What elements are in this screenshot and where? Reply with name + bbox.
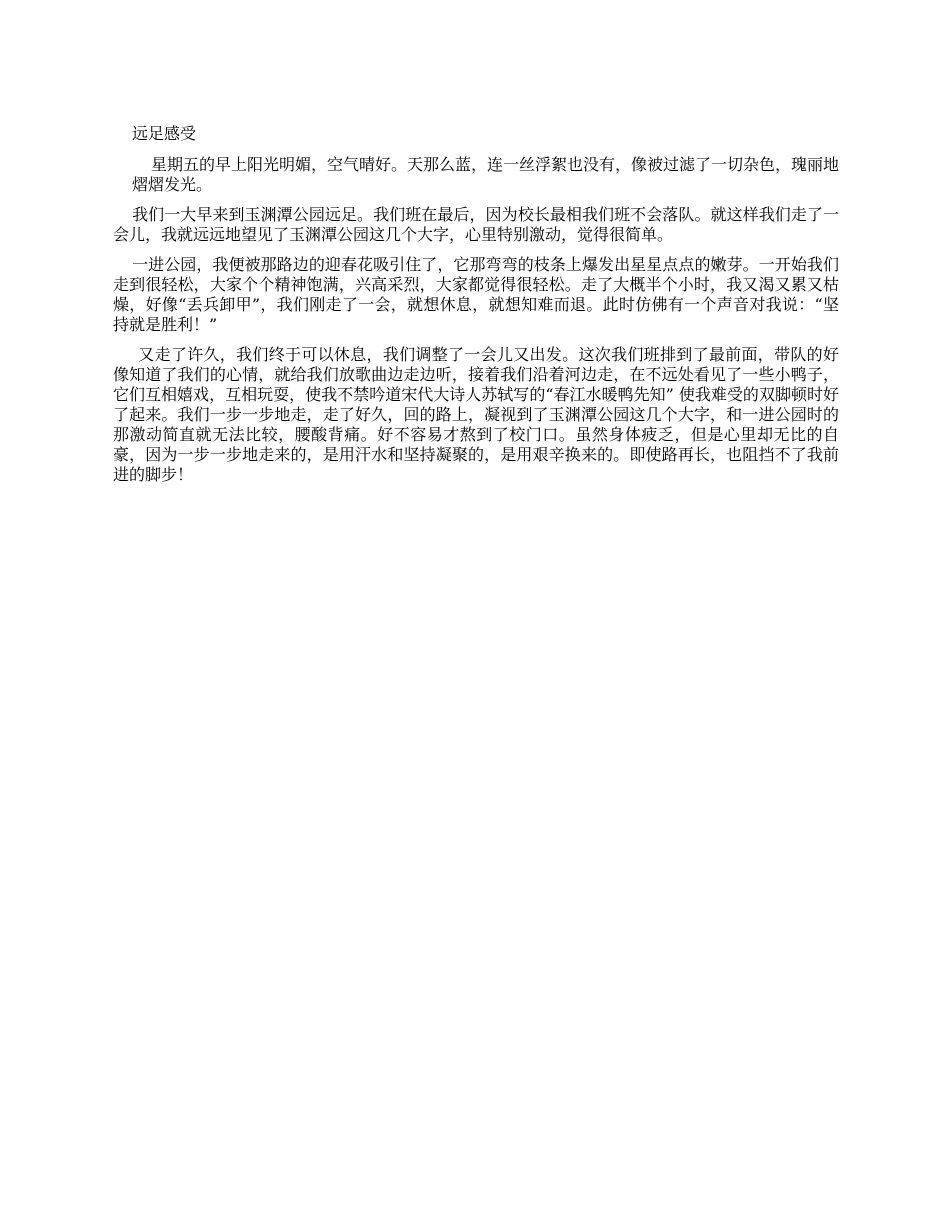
paragraph <box>113 155 839 195</box>
paragraph-text: 一进公园，我便被那路边的迎春花吸引住了，它那弯弯的枝条上爆发出星星点点的嫩芽。一开始我们走到很轻松，大家个个精神饱满，兴高采烈，大家都觉得很轻松。走了大概半个小时，我又渴又累又枯燥，好像“丢兵卸甲”，我们刚走了一会，就想休息，就想知难而退。此时仿佛有一个声音对我说：“坚持就是胜利！” <box>113 255 839 334</box>
paragraph-text: 我们一大早来到玉渊潭公园远足。我们班在最后，因为校长最相我们班不会落队。就这样我们走了一会儿，我就远远地望见了玉渊潭公园这几个大字，心里特别激动，觉得很简单。 <box>113 205 839 244</box>
paragraph <box>113 345 839 485</box>
paragraph <box>113 205 839 245</box>
document-body <box>113 124 839 495</box>
paragraph-text: 星期五的早上阳光明媚，空气晴好。天那么蓝，连一丝浮絮也没有，像被过滤了一切杂色，瑰丽地熠熠发光。 <box>132 155 840 194</box>
paragraph <box>113 255 839 335</box>
document-title: 远足感受 <box>132 124 197 143</box>
paragraph-text: 又走了许久，我们终于可以休息，我们调整了一会儿又出发。这次我们班排到了最前面，带队的好像知道了我们的心情，就给我们放歌曲边走边听，接着我们沿着河边走，在不远处看见了一些小鸭子，它们互相嬉戏，互相玩耍，使我不禁吟道宋代大诗人苏轼写的“春江水暖鸭先知” 使我难受的双脚顿时好了起来。我们一步一步地走，走了好久，回的路上，凝视到了玉渊潭公园这几个大字，和一进公园时的那激动简直就无法比较，腰酸背痛。好不容易才熬到了校门口。虽然身体疲乏，但是心里却无比的自豪，因为一步一步地走来的，是用汗水和坚持凝聚的，是用艰辛换来的。即使路再长，也阻挡不了我前进的脚步！ <box>113 345 839 484</box>
